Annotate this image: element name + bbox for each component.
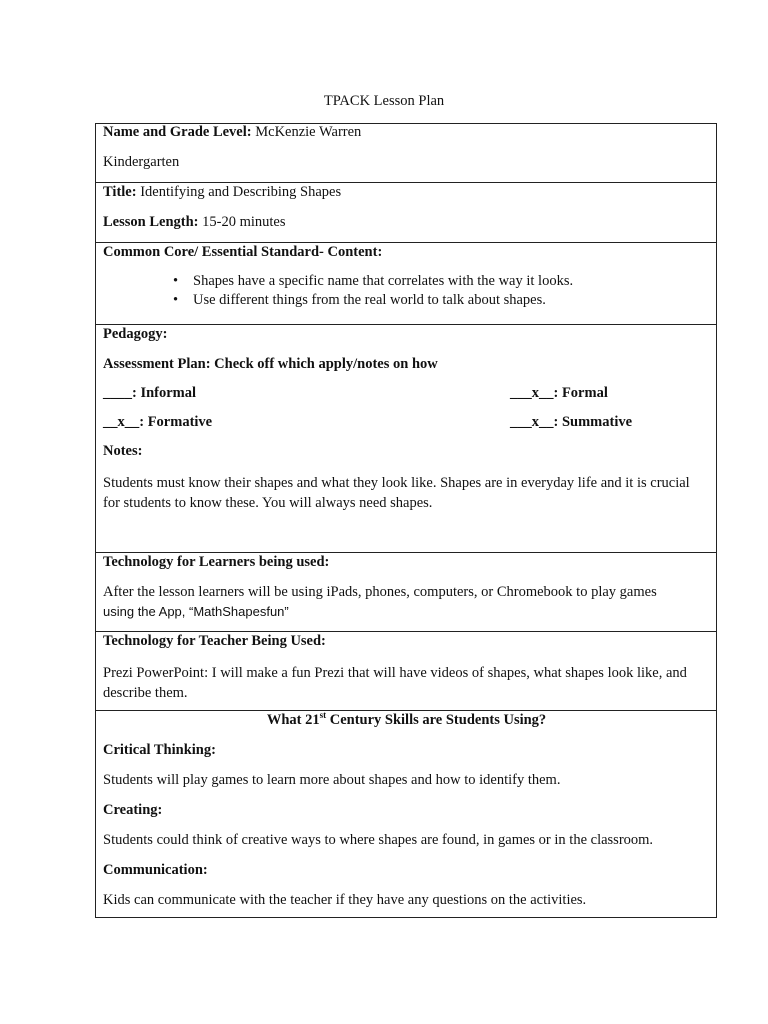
informal-option: ____: Informal [103, 385, 197, 401]
title-line [103, 184, 710, 201]
length-line [103, 214, 710, 231]
formal-option: ___x__: Formal [510, 385, 608, 401]
grade-level: Kindergarten [103, 154, 180, 170]
list-item: • Shapes have a specific name that correlates with the way it looks. [193, 272, 710, 291]
lesson-title: Identifying and Describing Shapes [136, 184, 342, 200]
title-cell [96, 183, 717, 243]
tech-teacher-label: Technology for Teacher Being Used: [103, 633, 326, 649]
tech-learners-label: Technology for Learners being used: [103, 554, 330, 570]
assessment-row-1 [103, 385, 710, 402]
skills-row [96, 711, 717, 918]
lesson-length: 15-20 minutes [198, 214, 286, 230]
tech-learners-row [96, 553, 717, 632]
tech-learners-app: using the App, “MathShapesfun” [103, 604, 289, 619]
tech-teacher-text: Prezi PowerPoint: I will make a fun Prezi that will have videos of shapes, what shapes look like, and describe them. [103, 665, 687, 701]
pedagogy-row [96, 325, 717, 553]
title-label: Title: [103, 184, 137, 200]
length-label: Lesson Length: [103, 214, 199, 230]
name-grade-cell [96, 124, 717, 183]
name-grade-label: Name and Grade Level: [103, 124, 252, 140]
lesson-plan-table [95, 123, 717, 918]
communication-label: Communication: [103, 862, 208, 878]
critical-thinking-text: Students will play games to learn more about shapes and how to identify them. [103, 772, 561, 788]
document-title: TPACK Lesson Plan [323, 93, 445, 109]
skills-heading: What 21st Century Skills are Students Using? [266, 710, 547, 728]
common-core-cell [96, 243, 717, 325]
notes-text: Students must know their shapes and what they look like. Shapes are in everyday life and it is crucial for students to know these. You will always need shapes. [103, 475, 690, 511]
creating-label: Creating: [103, 802, 163, 818]
common-core-label: Common Core/ Essential Standard- Content: [103, 244, 383, 260]
pedagogy-label: Pedagogy: [103, 326, 168, 342]
skills-cell [96, 711, 717, 918]
critical-thinking-label: Critical Thinking: [103, 742, 216, 758]
communication-text: Kids can communicate with the teacher if they have any questions on the activities. [103, 892, 587, 908]
formative-option: __x__: Formative [103, 414, 213, 430]
tech-teacher-row [96, 632, 717, 711]
pedagogy-cell [96, 325, 717, 553]
creating-text: Students could think of creative ways to where shapes are found, in games or in the classroom. [103, 832, 654, 848]
name-line [103, 124, 710, 141]
title-row [96, 183, 717, 243]
tech-learners-cell [96, 553, 717, 632]
name-grade-row [96, 124, 717, 183]
tech-teacher-cell [96, 632, 717, 711]
teacher-name: McKenzie Warren [251, 124, 362, 140]
tech-learners-text: After the lesson learners will be using iPads, phones, computers, or Chromebook to play games [103, 584, 657, 600]
common-core-row [96, 243, 717, 325]
assessment-plan-label: Assessment Plan: Check off which apply/notes on how [103, 356, 438, 372]
assessment-row-2 [103, 414, 710, 431]
summative-option: ___x__: Summative [510, 414, 633, 430]
list-item: • Use different things from the real world to talk about shapes. [193, 291, 710, 310]
notes-label: Notes: [103, 443, 143, 459]
common-core-list [103, 272, 710, 310]
